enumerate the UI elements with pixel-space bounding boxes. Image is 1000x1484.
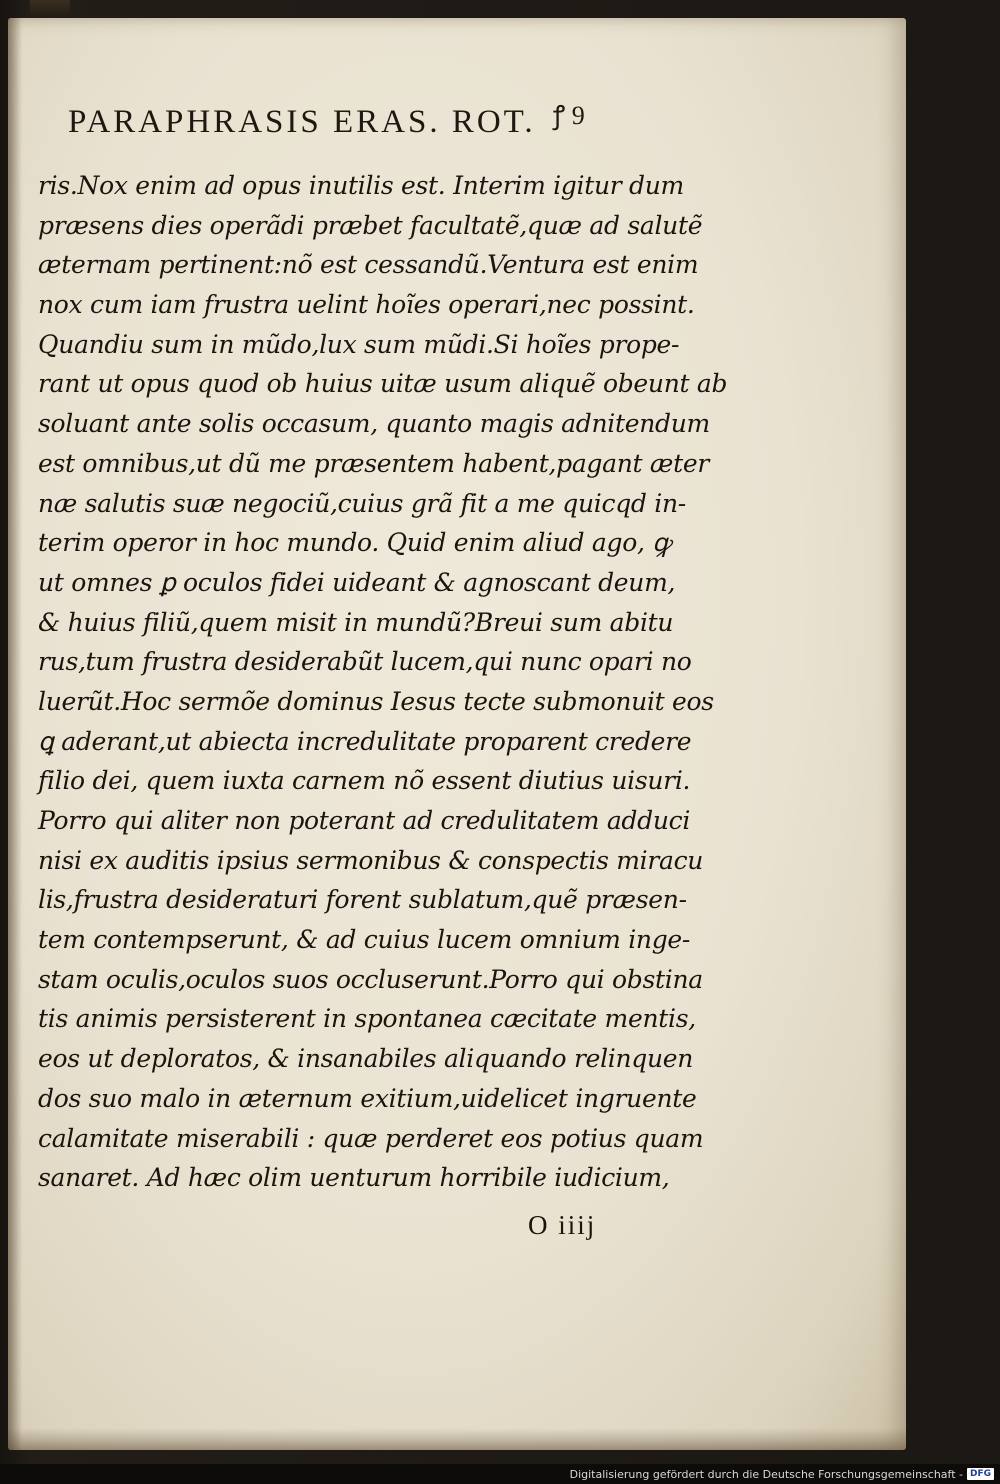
text-line: rant ut opus quod ob huius uitæ usum aliquẽ obeunt ab	[38, 369, 728, 399]
text-line: lis,frustra desideraturi forent sublatum,quẽ præsen-	[38, 885, 687, 915]
text-line: æternam pertinent:nõ est cessandũ.Ventura est enim	[38, 250, 699, 280]
text-line: eos ut deploratos, & insanabiles aliquando relinquen	[38, 1044, 694, 1074]
footer-bar	[0, 1464, 1000, 1484]
funding-credit: Digitalisierung gefördert durch die Deutsche Forschungsgemeinschaft -	[569, 1467, 963, 1481]
text-line: tem contempserunt, & ad cuius lucem omnium inge-	[38, 925, 691, 955]
folio-mark: ꝭ 9	[552, 101, 585, 130]
binding-edge	[30, 0, 70, 16]
text-line: Quandiu sum in mũdo,lux sum mũdi.Si hoĩes prope-	[38, 329, 680, 359]
text-line: Porro qui aliter non poterant ad credulitatem adduci	[38, 806, 691, 835]
text-line: nisi ex auditis ipsius sermonibus & conspectis miracu	[38, 845, 704, 875]
text-line: sanaret. Ad hæc olim uenturum horribile iudicium,	[38, 1163, 670, 1193]
text-line: terim operor in hoc mundo. Quid enim aliud ago, ꝙ	[38, 528, 671, 558]
text-line: filio dei, quem iuxta carnem nõ essent diutius uisuri.	[38, 766, 691, 796]
signature-mark: O iiij	[528, 1210, 597, 1240]
running-head-title: PARAPHRASIS ERAS. ROT.	[68, 104, 536, 140]
text-line: & huius filiũ,quem misit in mundũ?Breui sum abitu	[38, 607, 674, 637]
text-line: nox cum iam frustra uelint hoĩes operari,nec possint.	[38, 290, 695, 320]
body-text	[38, 166, 728, 1198]
text-line: calamitate miserabili : quæ perderet eos potius quam	[38, 1123, 704, 1153]
text-line: næ salutis suæ negociũ,cuius grã fit a me quicqd in-	[38, 488, 686, 518]
page-edge-shadow	[8, 1428, 906, 1450]
text-line: ꝗ aderant,ut abiecta incredulitate proparent credere	[38, 726, 692, 756]
text-line: luerũt.Hoc sermõe dominus Iesus tecte submonuit eos	[38, 686, 714, 716]
text-line: rus,tum frustra desiderabũt lucem,qui nunc opari no	[38, 647, 692, 677]
text-line: ris.Nox enim ad opus inutilis est. Interim igitur dum	[38, 171, 684, 200]
text-line: dos suo malo in æternum exitium,uidelicet ingruente	[38, 1083, 697, 1113]
text-line: soluant ante solis occasum, quanto magis adnitendum	[38, 409, 710, 439]
text-line: ut omnes ꝑ oculos fidei uideant & agnoscant deum,	[38, 567, 676, 597]
text-line: tis animis persisterent in spontanea cæcitate mentis,	[38, 1004, 696, 1034]
text-line: est omnibus,ut dũ me præsentem habent,pagant æter	[38, 448, 710, 478]
dfg-logo[interactable]: DFG	[967, 1468, 994, 1480]
book-page	[8, 18, 906, 1450]
page-gutter-shadow	[8, 18, 22, 1450]
text-line: stam oculis,oculos suos occluserunt.Porro qui obstina	[38, 964, 703, 994]
text-line: præsens dies operãdi præbet facultatẽ,quæ ad salutẽ	[38, 210, 703, 240]
running-head	[68, 101, 585, 141]
